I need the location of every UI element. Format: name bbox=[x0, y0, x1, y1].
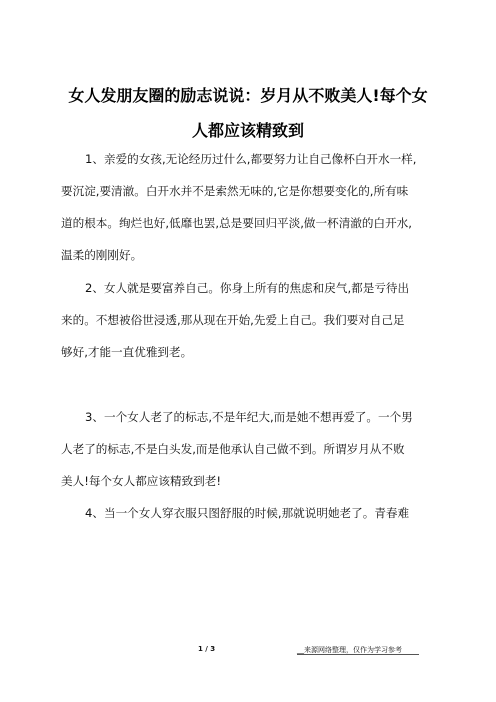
paragraph-4 bbox=[61, 497, 435, 529]
document-title-line-1: 女人发朋友圈的励志说说：岁月从不败美人!每个女 bbox=[68, 86, 428, 105]
paragraph-1 bbox=[61, 143, 435, 271]
paragraph-2 bbox=[61, 272, 435, 368]
paragraph-line: 来的。不想被俗世浸透,那从现在开始,先爱上自己。我们要对自己足 bbox=[61, 313, 405, 327]
paragraph-line: 美人!每个女人都应该精致到老! bbox=[61, 474, 222, 488]
paragraph-3 bbox=[61, 401, 435, 497]
paragraph-line: 要沉淀,要清澈。白开水并不是索然无味的,它是你想要变化的,所有味 bbox=[61, 184, 409, 198]
source-note-text: 来源网络整理，仅作为学习参考 bbox=[304, 646, 402, 654]
paragraph-line: 温柔的刚刚好。 bbox=[61, 248, 143, 262]
paragraph-line: 4、当一个女人穿衣服只图舒服的时候,那就说明她老了。青春难 bbox=[85, 506, 410, 520]
paragraph-line: 1、亲爱的女孩,无论经历过什么,都要努力让自己像杯白开水一样, bbox=[85, 152, 417, 166]
paragraph-line: 道的根本。绚烂也好,低靡也罢,总是要回归平淡,做一杯清澈的白开水, bbox=[61, 216, 412, 230]
page-number: 1 / 3 bbox=[198, 645, 216, 653]
paragraph-line: 够好,才能一直优雅到老。 bbox=[61, 345, 193, 359]
paragraph-line: 3、一个女人老了的标志,不是年纪大,而是她不想再爱了。一个男 bbox=[85, 410, 413, 424]
footer-divider bbox=[297, 654, 419, 655]
paragraph-line: 2、女人就是要富养自己。你身上所有的焦虑和戾气,都是亏待出 bbox=[85, 281, 410, 295]
source-note: __来源网络整理，仅作为学习参考 bbox=[297, 646, 402, 654]
document-title-line-2: 人都应该精致到 bbox=[191, 121, 304, 140]
paragraph-line: 人老了的标志,不是白头发,而是他承认自己做不到。所谓岁月从不败 bbox=[61, 442, 405, 456]
